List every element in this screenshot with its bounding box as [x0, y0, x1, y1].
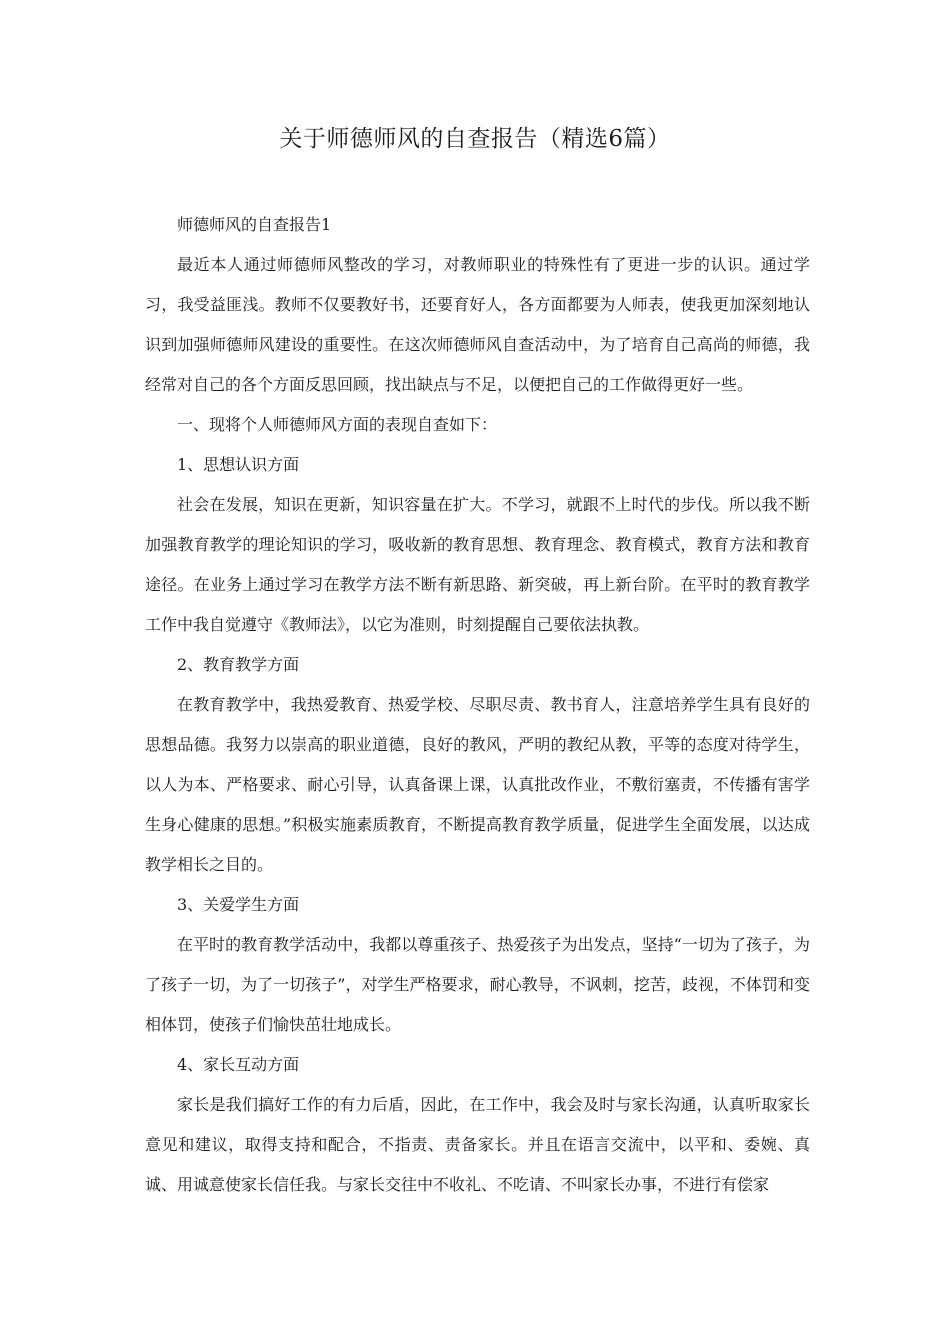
sec4-heading: 4、家长互动方面	[177, 1055, 300, 1074]
part-heading: 一、现将个人师德师风方面的表现自查如下：	[177, 415, 498, 434]
sec1-paragraph: 社会在发展，知识在更新，知识容量在扩大。不学习，就跟不上时代的步伐。所以我不断加强教育教学的理论知识的学习，吸收新的教育思想、教育理念、教育模式，教育方法和教育途径。在业务上通过学习在教学方法不断有新思路、新突破，再上新台阶。在平时的教育教学工作中我自觉遵守《教师法》，以它为准则，时刻提醒自己要依法执教。	[145, 495, 810, 634]
sec4-paragraph: 家长是我们搞好工作的有力后盾，因此，在工作中，我会及时与家长沟通，认真听取家长意见和建议，取得支持和配合，不指责、责备家长。并且在语言交流中，以平和、委婉、真诚、用诚意使家长信任我。与家长交往中不收礼、不吃请、不叫家长办事，不进行有偿家	[145, 1095, 810, 1194]
sec3-paragraph: 在平时的教育教学活动中，我都以尊重孩子、热爱孩子为出发点，坚持“一切为了孩子，为了孩子一切，为了一切孩子”，对学生严格要求，耐心教导，不讽刺，挖苦，歧视，不体罚和变相体罚，使孩子们愉快茁壮地成长。	[145, 935, 810, 1034]
sec3-heading: 3、关爱学生方面	[177, 895, 300, 914]
document-body	[145, 205, 810, 1205]
section-title: 师德师风的自查报告1	[177, 215, 332, 234]
sec1-heading: 1、思想认识方面	[177, 455, 300, 474]
sec2-paragraph: 在教育教学中，我热爱教育、热爱学校、尽职尽责、教书育人，注意培养学生具有良好的思想品德。我努力以崇高的职业道德，良好的教风，严明的教纪从教，平等的态度对待学生，以人为本、严格要求、耐心引导，认真备课上课，认真批改作业，不敷衍塞责，不传播有害学生身心健康的思想。”积极实施素质教育，不断提高教育教学质量，促进学生全面发展，以达成教学相长之目的。	[145, 695, 810, 874]
sec2-heading: 2、教育教学方面	[177, 655, 300, 674]
intro-paragraph: 最近本人通过师德师风整改的学习，对教师职业的特殊性有了更进一步的认识。通过学习，我受益匪浅。教师不仅要教好书，还要育好人，各方面都要为人师表，使我更加深刻地认识到加强师德师风建设的重要性。在这次师德师风自查活动中，为了培育自己高尚的师德，我经常对自己的各个方面反思回顾，找出缺点与不足，以便把自己的工作做得更好一些。	[145, 255, 810, 394]
document-title: 关于师德师风的自查报告（精选6篇）	[279, 126, 671, 152]
